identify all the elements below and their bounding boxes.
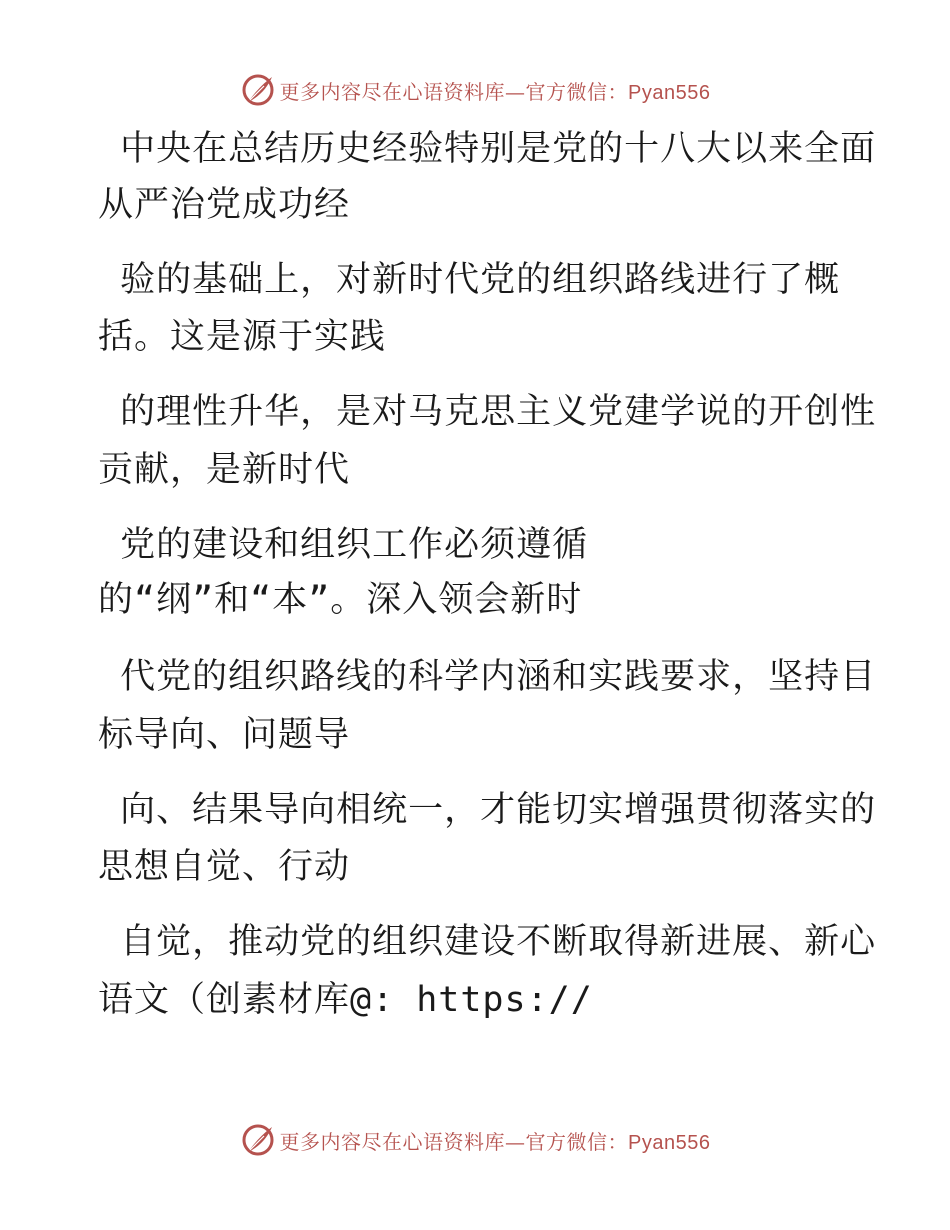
paragraph-6-line-2: 思想自觉、行动: [98, 847, 351, 887]
paragraph-4-line-2: 的“纲”和“本”。深入领会新时: [98, 580, 583, 620]
paragraph-2-line-1: 验的基础上，对新时代党的组织路线进行了概: [98, 260, 841, 300]
paragraph-1-line-2: 从严治党成功经: [98, 185, 351, 225]
paragraph-5-line-1: 代党的组织路线的科学内涵和实践要求，坚持目: [98, 657, 877, 697]
header-banner-separator: —: [505, 79, 526, 104]
footer-banner: [0, 1120, 950, 1160]
footer-banner-separator: —: [505, 1129, 526, 1154]
footer-banner-text: [280, 1126, 711, 1155]
paragraph-1-line-1: 中央在总结历史经验特别是党的十八大以来全面: [98, 129, 877, 169]
paragraph-6-line-1: 向、结果导向相统一，才能切实增强贯彻落实的: [98, 790, 877, 830]
footer-banner-account: Pyan556: [628, 1131, 711, 1154]
feather-pen-seal-icon: [240, 72, 276, 108]
header-banner-label: 官方微信：: [525, 79, 629, 104]
header-banner-account: Pyan556: [628, 81, 711, 104]
paragraph-7-line-1: 自觉，推动党的组织建设不断取得新进展、新心: [98, 922, 877, 962]
footer-banner-label: 官方微信：: [525, 1129, 629, 1154]
paragraph-5-line-2: 标导向、问题导: [98, 715, 351, 755]
header-banner-title: 更多内容尽在心语资料库: [279, 79, 506, 104]
header-banner: [0, 70, 950, 110]
paragraph-2-line-2: 括。这是源于实践: [98, 317, 387, 357]
paragraph-3-line-1: 的理性升华，是对马克思主义党建学说的开创性: [98, 392, 877, 432]
feather-pen-seal-icon: [240, 1122, 276, 1158]
paragraph-7-line-2: 语文（创素材库@: https://: [98, 980, 593, 1020]
paragraph-3-line-2: 贡献，是新时代: [98, 450, 351, 490]
paragraph-4-line-1: 党的建设和组织工作必须遵循: [98, 525, 589, 565]
header-banner-text: [280, 76, 711, 105]
footer-banner-title: 更多内容尽在心语资料库: [279, 1129, 506, 1154]
